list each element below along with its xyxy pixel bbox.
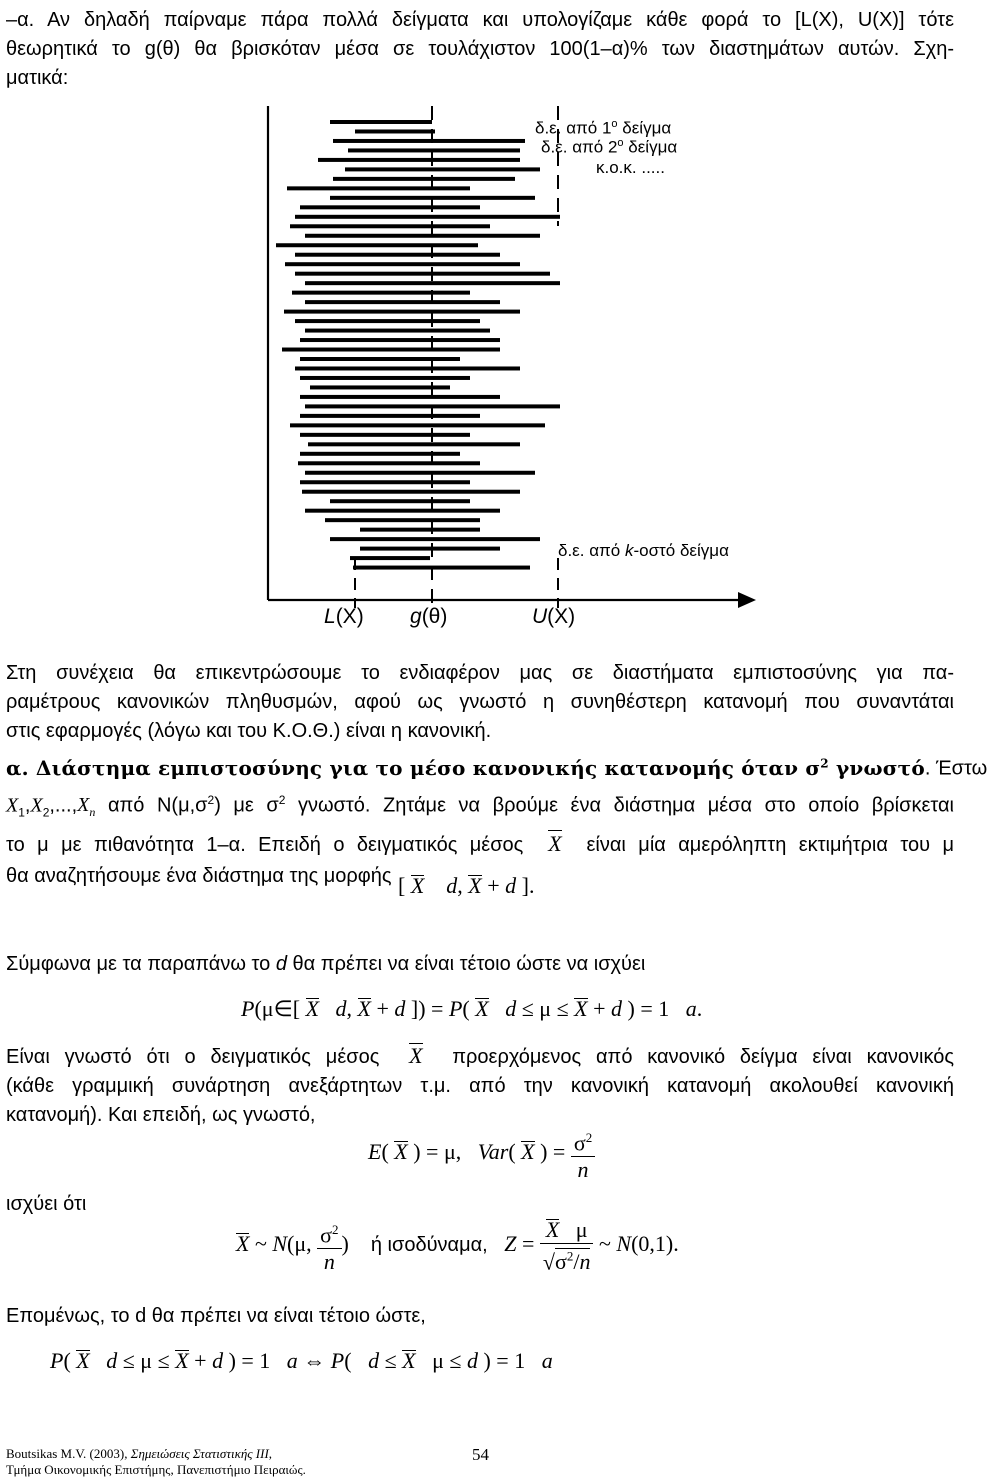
interval-bar [287, 186, 470, 190]
interval-bar [300, 480, 470, 484]
interval-bar [350, 556, 430, 560]
interval-bar [330, 499, 470, 503]
interval-bar [353, 566, 530, 570]
interval-bar [305, 300, 500, 304]
interval-bar [300, 376, 470, 380]
interval-bar [295, 215, 560, 219]
section-line-4: θα αναζητήσουμε ένα διάστημα της μορφής [6, 865, 392, 888]
known-paragraph [6, 1041, 954, 1130]
interval-bar [345, 167, 540, 171]
section-heading: α. Διάστημα εμπιστοσύνης για το μέσο κανονικής κατανομής όταν $\sigma^2$ γνωστό [6, 755, 925, 780]
interval-bar [300, 395, 500, 399]
confidence-intervals-figure [0, 96, 960, 656]
interval-bar [295, 366, 520, 370]
interval-bar [300, 452, 460, 456]
interval-bar [330, 537, 540, 541]
interval-bar [305, 234, 540, 238]
footer-citation: Boutsikas M.V. (2003), Σημειώσεις Στατιστικής ΙΙΙ, Τμήμα Οικονομικής Επιστήμης, Πανεπιστήμιο Πειραιώς. [6, 1446, 306, 1477]
holds-paragraph: ισχύει ότι [6, 1193, 87, 1215]
section-line-2: $X_1,X_2,...,X_n$ από $N(\mu,\sigma^2)$ με $\sigma^2$ γνωστό. Ζητάμε να βρούμε ένα διάστημα μέσα στο οποίο βρίσκεται [6, 792, 954, 820]
interval-bar [300, 433, 470, 437]
interval-bars [276, 120, 560, 570]
figure-label-sample-2: δ.ε. από $2^o$ δείγμα [541, 137, 678, 157]
interval-bar [295, 319, 480, 323]
interval-bar [333, 139, 525, 143]
equation-distribution: X ~ N(μ, $\frac{\sigma^2}{n}$ ) ή ισοδύναμα, Z = $\frac{\text{X μ}}{√\sigma^2/n}$ ~ N(0,1). [236, 1217, 679, 1275]
interval-bar [348, 148, 520, 152]
interval-bar [285, 262, 520, 266]
normal-paragraph [6, 659, 954, 746]
section-line-1: α. Διάστημα εμπιστοσύνης για το μέσο κανονικής κατανομής όταν $\sigma^2$ γνωστό. Έστω [6, 755, 987, 780]
section-paragraph [6, 748, 987, 892]
sym-paragraph: Σύμφωνα με τα παραπάνω το d θα πρέπει να είναι τέτοιο ώστε να ισχύει [6, 953, 646, 975]
page-number: 54 [472, 1445, 489, 1464]
interval-bar [290, 224, 490, 228]
axis-arrow-head [738, 592, 756, 608]
intro-line-2: θεωρητικά το g(θ) θα βρισκόταν μέσα σε τουλάχιστον 100(1–α)% των διαστημάτων αυτών. Σχη- [6, 38, 954, 60]
interval-bar [300, 205, 480, 209]
interval-bar [295, 272, 550, 276]
therefore-paragraph: Επομένως, το d θα πρέπει να είναι τέτοιο ώστε, [6, 1305, 426, 1327]
interval-bar [325, 518, 480, 522]
intro-line-1: –α. Αν δηλαδή παίρναμε πάρα πολλά δείγματα και υπολογίζαμε κάθε φορά το [L(X), U(X)] τότε [6, 9, 954, 31]
interval-bar [300, 357, 460, 361]
interval-bar [292, 291, 470, 295]
known-line-3: κατανομή). Και επειδή, ως γνωστό, [6, 1104, 316, 1126]
section-line-3: το μ με πιθανότητα 1–α. Επειδή ο δειγματικός μέσος X είναι μία αμερόληπτη εκτιμήτρια του μ [6, 828, 954, 861]
axis-label-lower: L(X) [324, 605, 364, 628]
intro-line-3: ματικά: [6, 67, 69, 89]
interval-bar [310, 385, 450, 389]
interval-bar [318, 158, 520, 162]
interval-bar [295, 253, 500, 257]
interval-bar [305, 509, 500, 513]
interval-bar [360, 547, 500, 551]
interval-bar [282, 348, 500, 352]
equation-final: P( X d ≤ μ ≤ X + d ) = 1 a ⇔ P( d ≤ X μ ≤ d ) = 1 a [50, 1348, 553, 1373]
interval-bar [302, 490, 520, 494]
interval-bar [276, 243, 478, 247]
interval-bar [298, 461, 480, 465]
axis-label-g: g(θ) [410, 605, 448, 628]
interval-bar [300, 414, 480, 418]
interval-bar [284, 310, 520, 314]
normal-line-1: Στη συνέχεια θα επικεντρώσουμε το ενδιαφέρον μας σε διαστήματα εμπιστοσύνης για πα- [6, 662, 954, 684]
interval-bar [333, 177, 515, 181]
interval-bar [305, 471, 535, 475]
known-line-2: (κάθε γραμμική συνάρτηση ανεξάρτητων τ.μ. από την κανονική κατανομή ακολουθεί κανονική [6, 1075, 954, 1097]
interval-bar [330, 120, 432, 124]
intro-paragraph [6, 6, 954, 93]
interval-bar [360, 528, 480, 532]
normal-line-2: ραμέτρους κανονικών πληθυσμών, αφού ως γνωστό η συνηθέστερη κατανομή που συναντάται [6, 691, 954, 713]
interval-bar [305, 281, 560, 285]
known-line-1: Είναι γνωστό ότι ο δειγματικός μέσος X προερχόμενος από κανονικό δείγμα είναι κανονικός [6, 1043, 954, 1068]
axis-label-upper: U(X) [532, 605, 576, 628]
interval-bar [355, 129, 435, 133]
interval-bar [300, 338, 500, 342]
equation-interval: [ X d, X + d ]. [398, 873, 535, 898]
figure-label-etc: κ.ο.κ. ..... [596, 158, 665, 177]
interval-bar [305, 329, 490, 333]
interval-bar [290, 423, 545, 427]
figure-label-sample-k: δ.ε. από k-οστό δείγμα [558, 541, 729, 560]
normal-line-3: στις εφαρμογές (λόγω και του Κ.Ο.Θ.) είναι η κανονική. [6, 720, 492, 742]
equation-probability: P(μ∈[ X d, X + d ]) = P( X d ≤ μ ≤ X + d ) = 1 a. [241, 996, 703, 1021]
interval-bar [308, 442, 520, 446]
figure-label-sample-1: δ.ε. από $1^o$ δείγμα [535, 118, 672, 138]
equation-moments: E( X ) = μ, Var( X ) = $\frac{\sigma^2}{n}$ [368, 1125, 595, 1183]
